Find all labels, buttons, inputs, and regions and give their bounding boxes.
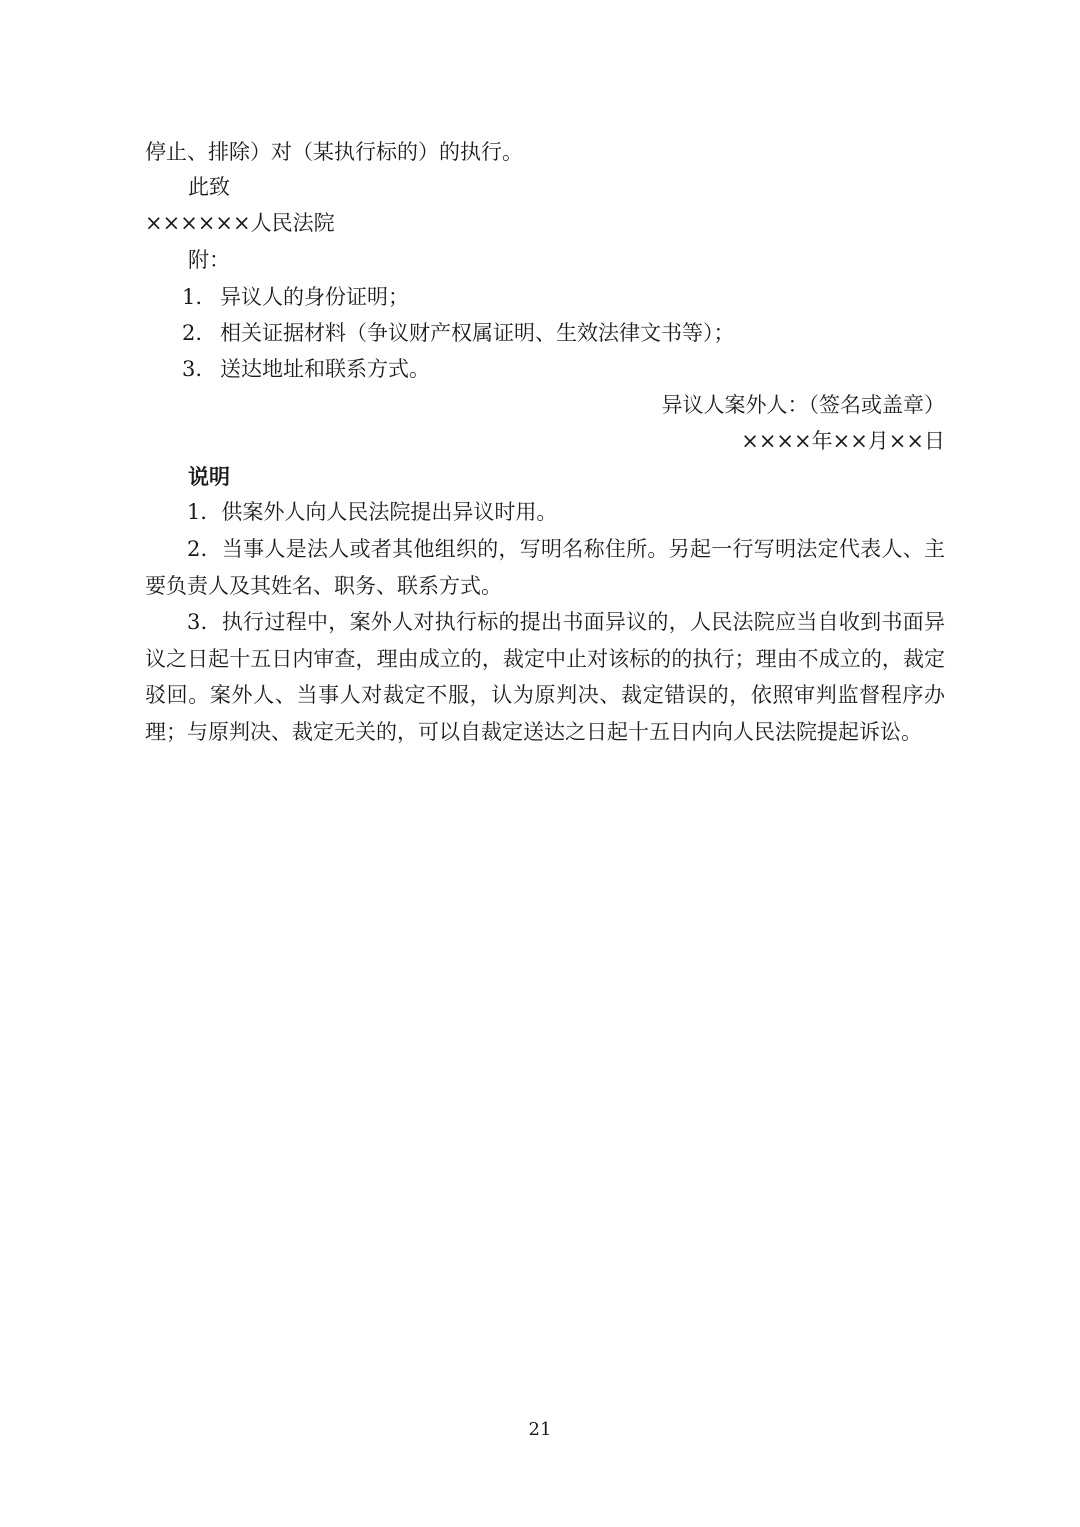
attachment-item-1: [182, 282, 982, 312]
note-2: 2．当事人是法人或者其他组织的，写明名称住所。另起一行写明法定代表人、主要负责人及其姓名、职务、联系方式。: [145, 537, 945, 598]
salutation: 此致: [188, 175, 230, 199]
signature-line: 异议人案外人：（签名或盖章）: [661, 393, 945, 417]
note-3: 3．执行过程中，案外人对执行标的提出书面异议的，人民法院应当自收到书面异议之日起十五日内审查，理由成立的，裁定中止对该标的的执行；理由不成立的，裁定驳回。案外人、当事人对裁定不服，认为原判决、裁定错误的，依照审判监督程序办理；与原判决、裁定无关的，可以自裁定送达之日起十五日内向人民法院提起诉讼。: [145, 610, 945, 744]
attachment-item-number: 1.: [182, 285, 203, 309]
court-name: ××××××人民法院: [145, 211, 335, 235]
attachment-item-number: 2.: [182, 321, 203, 345]
attachment-item-3: [182, 354, 982, 384]
attachment-item-2: [182, 318, 982, 348]
page-number: 21: [528, 1419, 552, 1440]
date-line: ××××年××月××日: [741, 429, 945, 453]
attachment-item-number: 3.: [182, 357, 203, 381]
opening-line: 停止、排除）对（某执行标的）的执行。: [145, 140, 523, 164]
notes-title: 说明: [188, 464, 230, 489]
note-1: 1．供案外人向人民法院提出异议时用。: [187, 500, 558, 524]
attachment-item-text: 异议人的身份证明；: [220, 285, 409, 309]
attachment-item-text: 送达地址和联系方式。: [220, 357, 430, 381]
attachment-item-text: 相关证据材料（争议财产权属证明、生效法律文书等）；: [220, 321, 735, 345]
attachment-label: 附：: [188, 248, 230, 272]
